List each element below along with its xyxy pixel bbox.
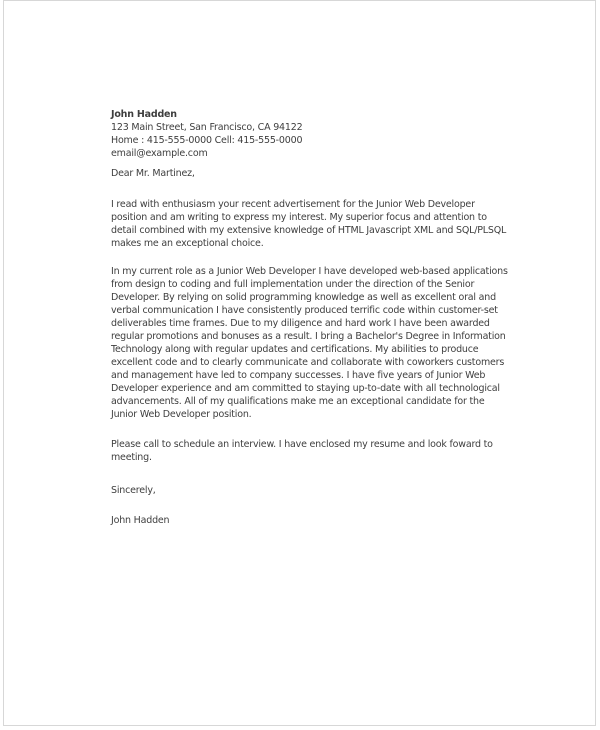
sender-address: 123 Main Street, San Francisco, CA 94122 xyxy=(111,122,303,133)
paragraph-call-to-action: Please call to schedule an interview. I have enclosed my resume and look foward to meeting. xyxy=(111,439,493,463)
signature-name: John Hadden xyxy=(111,515,170,526)
letter-content xyxy=(111,108,511,527)
salutation: Dear Mr. Martinez, xyxy=(111,168,195,179)
paragraph-introduction: I read with enthusiasm your recent advertisement for the Junior Web Developer position and am writing to express my interest. My superior focus and attention to detail combined with my extensive knowledge of HTML Javascript XML and SQL/PLSQL makes me an exceptional choice. xyxy=(111,199,507,249)
sender-email: email@example.com xyxy=(111,148,208,159)
paragraph-experience: In my current role as a Junior Web Developer I have developed web-based applications from design to coding and full implementation under the direction of the Senior Developer. By relying on solid programming knowledge as well as excellent oral and verbal communication I have consistently produced terrific code within customer-set deliverables time frames. Due to my diligence and hard work I have been awarded regular promotions and bonuses as a result. I bring a Bachelor's Degree in Information Technology along with regular updates and certifications. My abilities to produce excellent code and to clearly communicate and collaborate with coworkers customers and management have led to company successes. I have five years of Junior Web Developer experience and am committed to staying up-to-date with all technological advancements. All of my qualifications make me an exceptional candidate for the Junior Web Developer position. xyxy=(111,266,508,420)
closing: Sincerely, xyxy=(111,485,156,496)
letter-page xyxy=(3,0,596,726)
sender-name: John Hadden xyxy=(111,109,177,120)
sender-phones: Home : 415-555-0000 Cell: 415-555-0000 xyxy=(111,135,303,146)
sender-block xyxy=(111,108,511,160)
